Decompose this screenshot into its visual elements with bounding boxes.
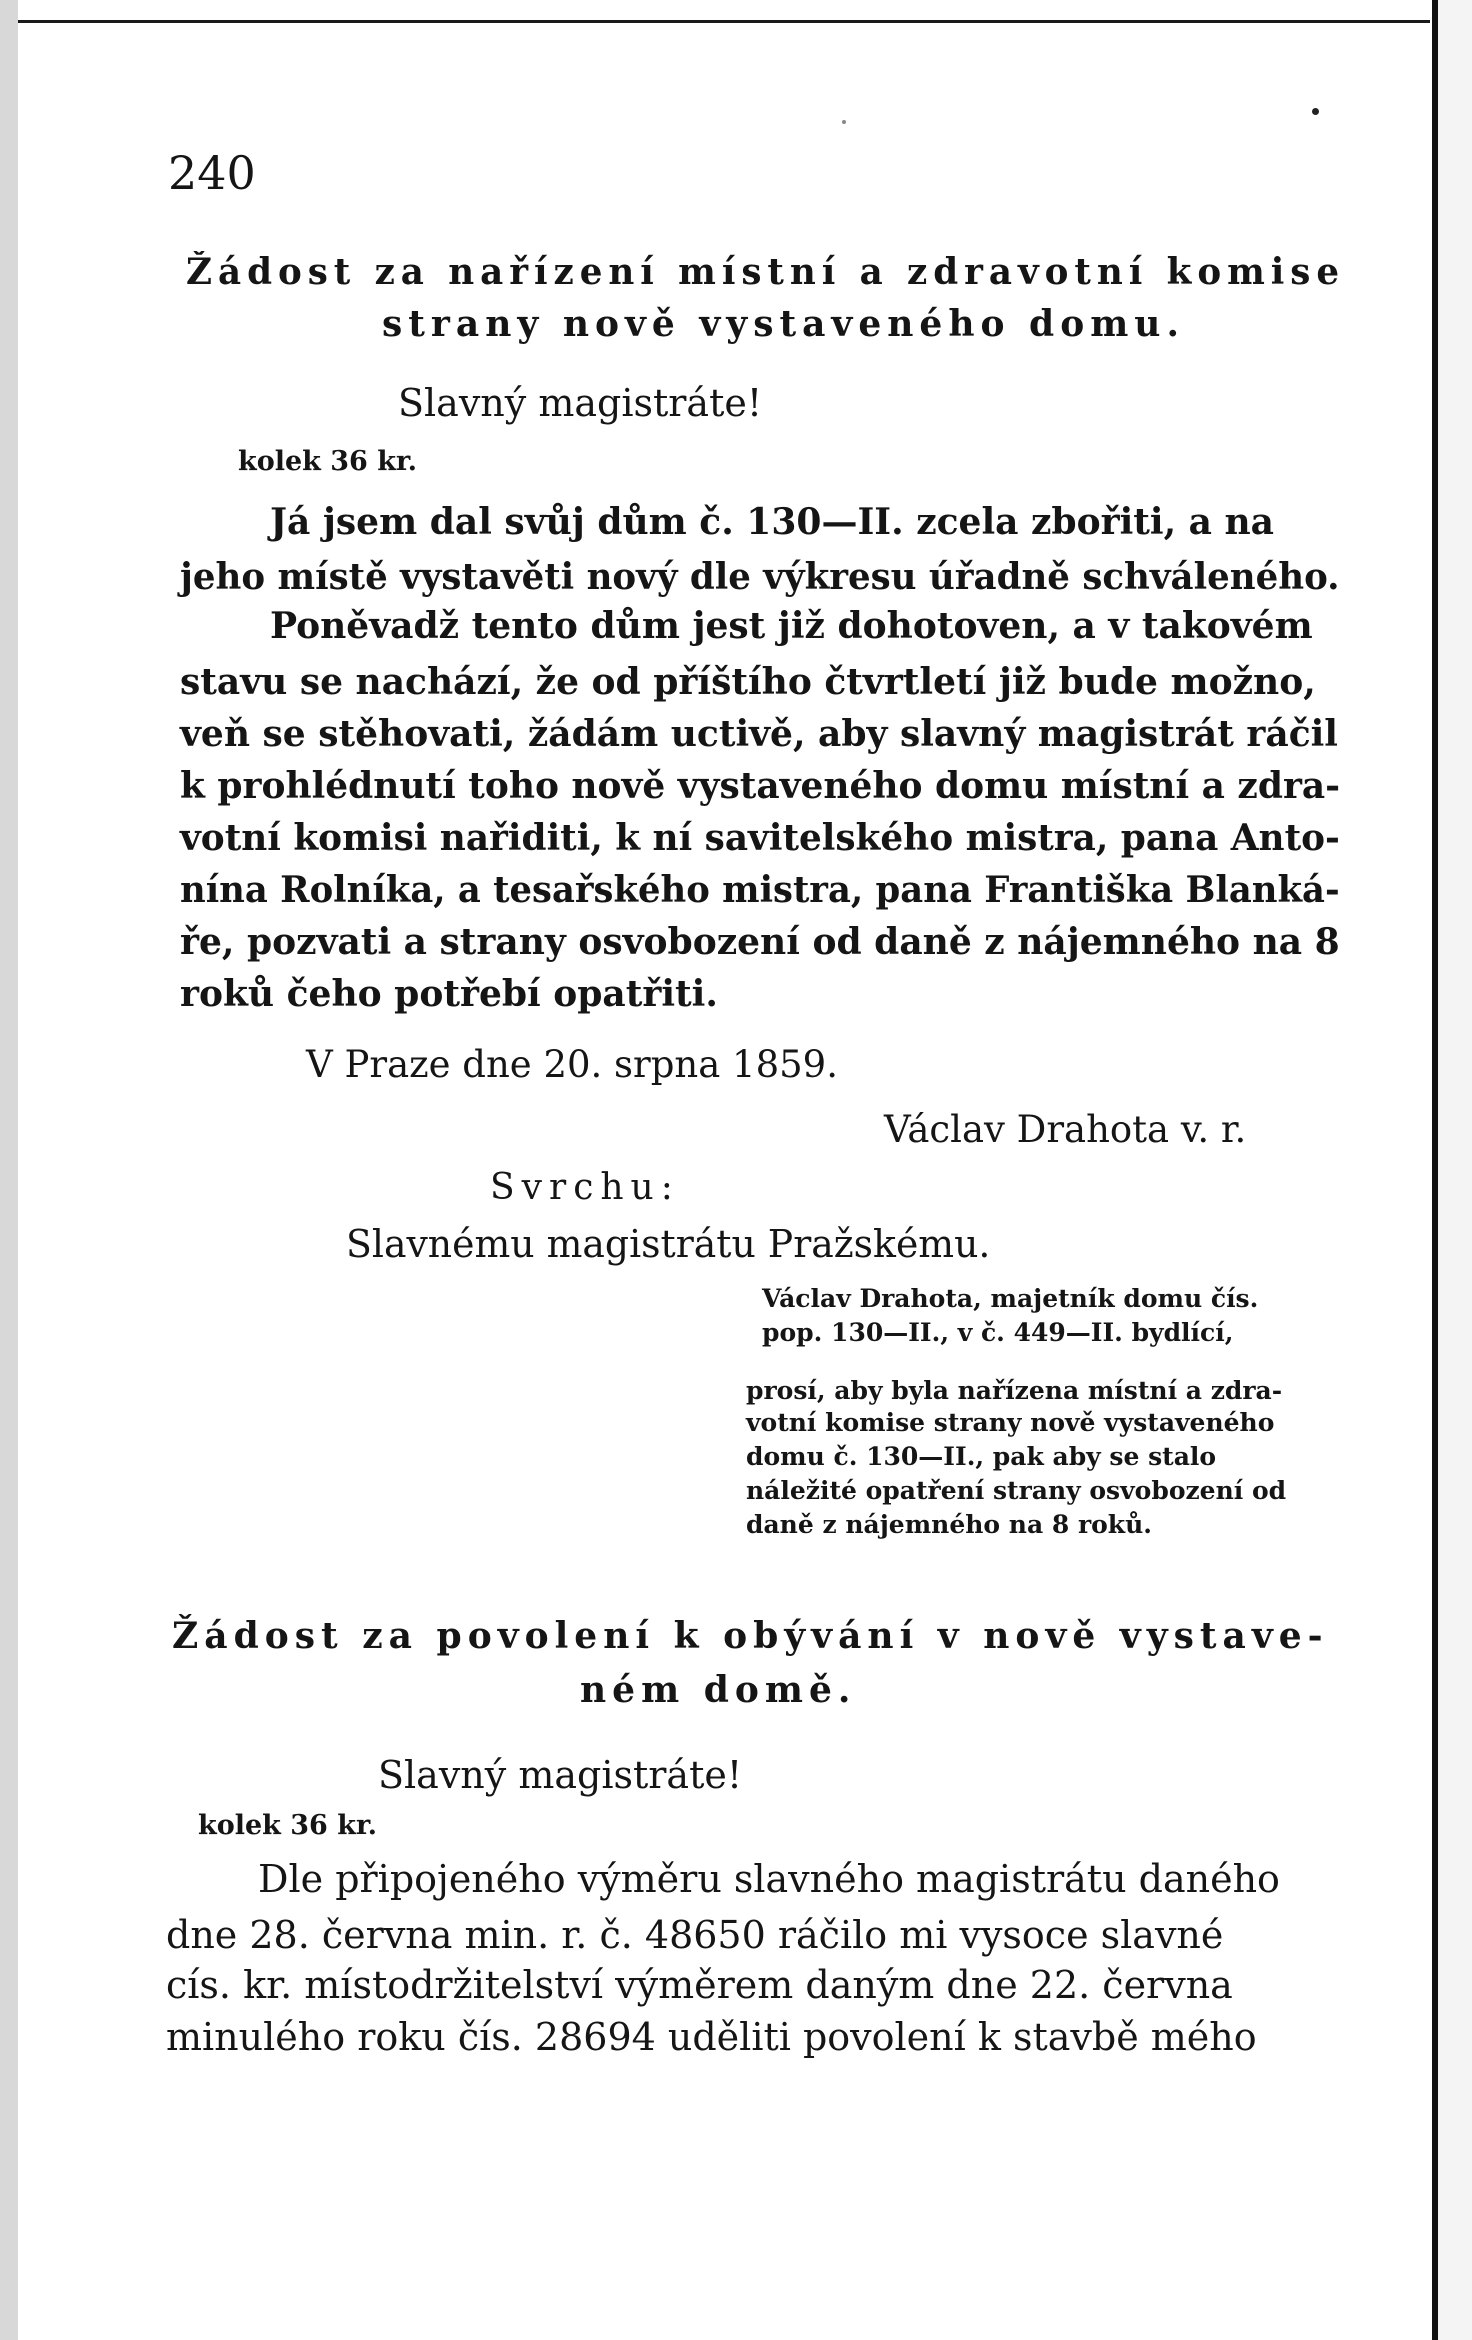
scan-right-margin <box>1438 0 1472 2340</box>
request1-summary-line: votní komise strany nově vystaveného <box>746 1408 1275 1437</box>
request1-summary-line: prosí, aby byla nařízena místní a zdra- <box>746 1376 1283 1405</box>
request1-salutation: Slavný magistráte! <box>398 381 763 425</box>
scan-top-edge-line <box>18 20 1430 23</box>
request2-body-line: cís. kr. místodržitelství výměrem daným dne 22. června <box>166 1963 1233 2007</box>
request1-body-line: votní komisi nařiditi, k ní savitelského mistra, pana Anto- <box>180 817 1340 859</box>
request2-title-line1: Žádost za povolení k obývání v nově vystave- <box>172 1615 1329 1657</box>
request2-body-line: dne 28. června min. r. č. 48650 ráčilo mi vysoce slavné <box>166 1913 1224 1957</box>
request1-body-line: jeho místě vystavěti nový dle výkresu úřadně schváleného. <box>180 556 1340 598</box>
scan-left-margin <box>0 0 18 2340</box>
page-number: 240 <box>168 146 256 200</box>
request2-stamp-fee: kolek 36 kr. <box>198 1810 378 1841</box>
request1-body-line: k prohlédnutí toho nově vystaveného domu místní a zdra- <box>180 765 1341 807</box>
request1-body-line: Poněvadž tento dům jest již dohotoven, a v takovém <box>270 605 1313 647</box>
request2-salutation: Slavný magistráte! <box>378 1753 743 1797</box>
request1-signature: Václav Drahota v. r. <box>884 1108 1247 1151</box>
request1-summary-line: Václav Drahota, majetník domu čís. <box>762 1284 1259 1313</box>
request1-body-line: veň se stěhovati, žádám uctivě, aby slavný magistrát ráčil <box>180 713 1338 755</box>
request1-summary-line: pop. 130—II., v č. 449—II. bydlící, <box>762 1318 1234 1347</box>
request1-summary-line: náležité opatření strany osvobození od <box>746 1476 1287 1505</box>
request1-body-line: Já jsem dal svůj dům č. 130—II. zcela zbořiti, a na <box>270 501 1274 543</box>
request1-address-label: Svrchu: <box>490 1167 680 1208</box>
request2-title-line2: ném domě. <box>580 1669 857 1711</box>
request1-summary-line: daně z nájemného na 8 roků. <box>746 1510 1153 1539</box>
request1-body-line: nína Rolníka, a tesařského mistra, pana Františka Blanká- <box>180 869 1340 911</box>
request1-title-line2: strany nově vystaveného domu. <box>382 303 1186 345</box>
request1-title-line1: Žádost za nařízení místní a zdravotní komise <box>186 251 1345 293</box>
request1-body-line: roků čeho potřebí opatřiti. <box>180 973 718 1015</box>
request2-body-line: minulého roku čís. 28694 uděliti povolení k stavbě mého <box>166 2015 1257 2059</box>
request1-address-recipient: Slavnému magistrátu Pražskému. <box>346 1222 991 1266</box>
scan-speck <box>1312 108 1319 115</box>
request1-body-line: ře, pozvati a strany osvobození od daně z nájemného na 8 <box>180 921 1340 963</box>
request1-summary-line: domu č. 130—II., pak aby se stalo <box>746 1442 1217 1471</box>
request1-body-line: stavu se nachází, že od příštího čtvrtletí již bude možno, <box>180 661 1316 703</box>
request2-body-line: Dle připojeného výměru slavného magistrátu daného <box>258 1857 1280 1901</box>
scan-speck <box>842 120 846 124</box>
request1-date: V Praze dne 20. srpna 1859. <box>306 1043 838 1086</box>
request1-stamp-fee: kolek 36 kr. <box>238 446 418 477</box>
